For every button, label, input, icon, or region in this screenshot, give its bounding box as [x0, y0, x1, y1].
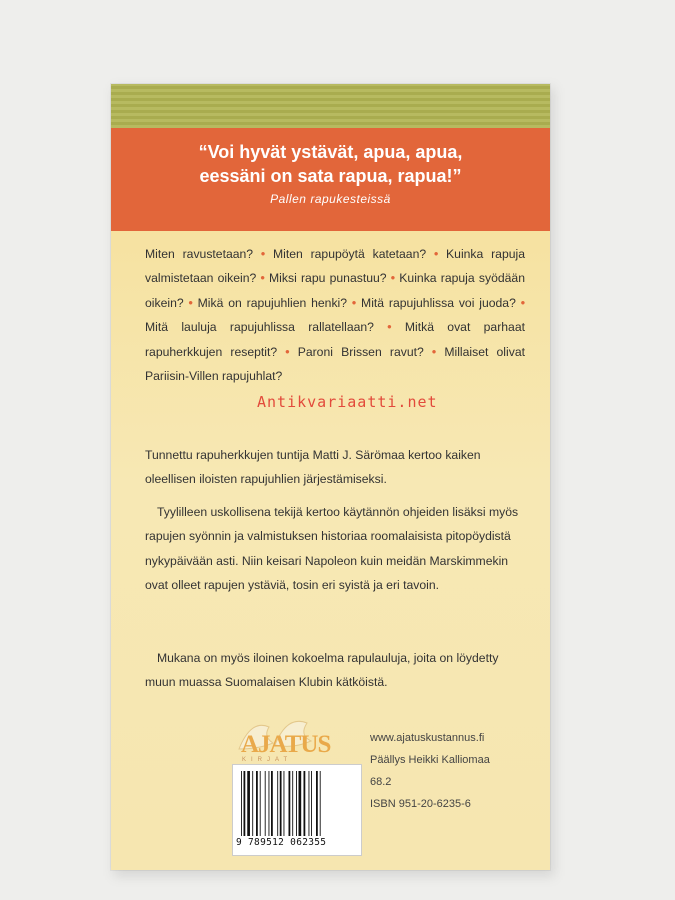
- bullet-separator: •: [386, 271, 400, 286]
- quote-attribution: Pallen rapukesteissä: [270, 192, 391, 206]
- barcode-bar: [292, 771, 293, 836]
- question-item: Miksi rapu punastuu?: [269, 271, 387, 286]
- bullet-separator: •: [277, 344, 298, 359]
- barcode-bars: [239, 771, 355, 836]
- barcode-bar: [271, 771, 273, 836]
- question-item: Kuinka rapuja valmistetaan oikein?: [145, 247, 525, 286]
- barcode-bar: [241, 771, 242, 836]
- barcode-bar: [256, 771, 258, 836]
- cover-credit: Päällys Heikki Kalliomaa: [370, 754, 490, 766]
- publisher-logo-subtext: KIRJAT: [242, 757, 293, 763]
- bullet-separator: •: [183, 295, 198, 310]
- barcode-bar: [299, 771, 302, 836]
- barcode-bar: [265, 771, 266, 836]
- barcode-bar: [284, 771, 285, 836]
- publisher-info: [370, 727, 490, 815]
- question-item: Millaiset olivat Pariisin-Villen rapujuhlat?: [145, 344, 525, 384]
- question-item: Miten ravustetaan?: [145, 247, 254, 261]
- quote-line-2: eessäni on sata rapua, rapua!”: [199, 166, 462, 186]
- question-item: Mitkä ovat parhaat rapuherkkujen reseptit?: [145, 320, 525, 359]
- book-back-cover: [111, 84, 550, 870]
- barcode-bar: [320, 771, 321, 836]
- question-item: Mitä lauluja rapujuhlissa rallatellaan?: [145, 320, 374, 335]
- bullet-separator: •: [373, 320, 405, 335]
- barcode-number: 9 789512 062355: [236, 837, 327, 848]
- barcode-bar: [304, 771, 306, 836]
- quote-line-1: “Voi hyvät ystävät, apua, apua,: [198, 142, 463, 162]
- isbn-text: ISBN 951-20-6235-6: [370, 798, 471, 810]
- barcode-bar: [296, 771, 297, 836]
- question-item: Miten rapupöytä katetaan?: [272, 247, 427, 261]
- website-text: www.ajatuskustannus.fi: [370, 732, 485, 744]
- barcode-bar: [280, 771, 282, 836]
- bullet-separator: •: [256, 271, 270, 286]
- barcode-bar: [269, 771, 270, 836]
- watermark-text: Antikvariaatti.net: [257, 393, 438, 411]
- barcode-bar: [252, 771, 253, 836]
- paragraph-songs: Mukana on myös iloinen kokoelma rapulauluja, joita on löydetty muun muassa Suomalaisen Klubin kätköistä.: [145, 651, 499, 690]
- question-list: [145, 242, 525, 388]
- bullet-separator: •: [426, 247, 447, 261]
- green-wave-band: [111, 84, 550, 128]
- bullet-separator: •: [347, 295, 362, 310]
- barcode-bar: [289, 771, 291, 836]
- barcode-bar: [260, 771, 261, 836]
- quote-text: [111, 140, 550, 188]
- bullet-separator: •: [423, 344, 445, 359]
- bullet-separator: •: [515, 295, 526, 310]
- barcode-bar: [309, 771, 310, 836]
- paragraph-history: Tyylilleen uskollisena tekijä kertoo käytännön ohjeiden lisäksi myös rapujen syönnin ja valmistuksen historiaa roomalaisista pitopöydistä nykypäivään asti. Niin keisari Napoleon kuin meidän Marskimmekin ovat olleet rapujen ystäviä, tosin eri syistä ja eri tavoin.: [145, 505, 519, 593]
- paragraph-intro: Tunnettu rapuherkkujen tuntija Matti J. Särömaa kertoo kaiken oleellisen iloisten rapujuhlien järjestämiseksi.: [145, 448, 481, 487]
- question-item: Mitä rapujuhlissa voi juoda?: [361, 295, 516, 310]
- classification: 68.2: [370, 776, 392, 788]
- bullet-separator: •: [253, 247, 273, 261]
- barcode-bar: [244, 771, 246, 836]
- barcode-bar: [311, 771, 312, 836]
- question-item: Mikä on rapujuhlien henki?: [197, 295, 348, 310]
- question-item: Paroni Brissen ravut?: [297, 344, 424, 359]
- barcode-bar: [277, 771, 278, 836]
- publisher-logo-text: AJATUS: [241, 731, 331, 758]
- barcode-bar: [247, 771, 250, 836]
- question-item: Kuinka rapuja syödään oikein?: [145, 271, 525, 310]
- barcode-sticker: [232, 764, 362, 856]
- barcode-bar: [316, 771, 318, 836]
